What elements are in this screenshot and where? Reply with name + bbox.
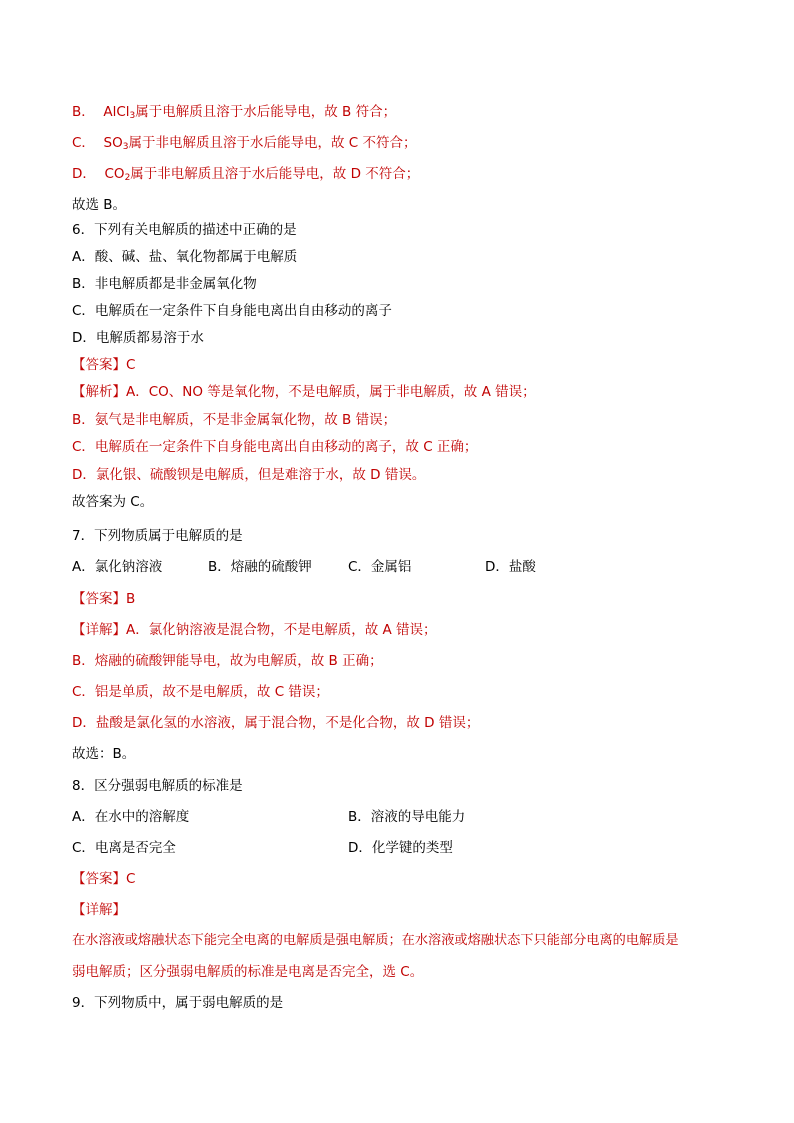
q6-analysis-a: 【解析】A．CO、NO 等是氧化物，不是电解质，属于非电解质，故 A 错误； — [72, 384, 536, 400]
q7-option-d: D．盐酸 — [485, 559, 536, 575]
q8-detail-line-2: 弱电解质；区分强弱电解质的标准是电离是否完全，选 C。 — [72, 964, 424, 980]
q7-answer — [72, 590, 135, 608]
answer-tag: 【答案】 — [72, 871, 126, 887]
q9-question: 9．下列物质中，属于弱电解质的是 — [72, 995, 284, 1011]
analysis-tag: 【解析】 — [72, 384, 126, 400]
q7-option-a: A．氯化钠溶液 — [72, 559, 163, 575]
prev-conclusion: 故选 B。 — [72, 197, 127, 213]
q7-option-b: B．熔融的硫酸钾 — [208, 559, 312, 575]
q6-conclusion: 故答案为 C。 — [72, 494, 154, 510]
q7-detail-c: C．铝是单质，故不是电解质，故 C 错误； — [72, 684, 329, 700]
q7-conclusion: 故选：B。 — [72, 746, 136, 762]
q6-analysis-d: D．氯化银、硫酸钡是电解质，但是难溶于水，故 D 错误。 — [72, 467, 426, 483]
q8-option-d: D．化学键的类型 — [348, 840, 453, 856]
q6-option-a: A．酸、碱、盐、氧化物都属于电解质 — [72, 249, 298, 265]
q8-question: 8．区分强弱电解质的标准是 — [72, 778, 243, 794]
answer-value: C — [126, 871, 136, 887]
prev-option-c: C． $SO_3$属于非电解质且溶于水后能导电，故 C 不符合； — [72, 135, 417, 152]
prev-option-b: B． AlCl$_3$属于电解质且溶于水后能导电，故 B 符合； — [72, 104, 397, 121]
q6-analysis-c: C．电解质在一定条件下自身能电离出自由移动的离子，故 C 正确； — [72, 439, 478, 455]
q6-option-c: C．电解质在一定条件下自身能电离出自由移动的离子 — [72, 303, 392, 319]
q6-option-d: D．电解质都易溶于水 — [72, 330, 204, 346]
q8-option-b: B．溶液的导电能力 — [348, 809, 466, 825]
q6-answer — [72, 356, 135, 374]
q7-detail-b: B．熔融的硫酸钾能导电，故为电解质，故 B 正确； — [72, 653, 383, 669]
q8-option-a: A．在水中的溶解度 — [72, 809, 190, 825]
q7-question: 7．下列物质属于电解质的是 — [72, 528, 243, 544]
answer-value: C — [126, 357, 136, 373]
q6-option-b: B．非电解质都是非金属氧化物 — [72, 276, 257, 292]
q8-option-c: C．电离是否完全 — [72, 840, 176, 856]
q6-analysis-b: B．氨气是非电解质，不是非金属氧化物，故 B 错误； — [72, 412, 397, 428]
q7-detail-a: 【详解】A．氯化钠溶液是混合物，不是电解质，故 A 错误； — [72, 622, 437, 638]
answer-value: B — [126, 591, 136, 607]
detail-tag: 【详解】 — [72, 622, 126, 638]
answer-tag: 【答案】 — [72, 357, 126, 373]
prev-option-d: D． $CO_2$属于非电解质且溶于水后能导电，故 D 不符合； — [72, 166, 420, 183]
q7-option-c: C．金属铝 — [348, 559, 412, 575]
q8-detail-tag: 【详解】 — [72, 902, 126, 918]
q8-detail-line-1: 在水溶液或熔融状态下能完全电离的电解质是强电解质；在水溶液或熔融状态下只能部分电离的电解质是 — [72, 933, 679, 948]
answer-tag: 【答案】 — [72, 591, 126, 607]
q7-detail-d: D．盐酸是氯化氢的水溶液，属于混合物，不是化合物，故 D 错误； — [72, 715, 480, 731]
q6-question: 6．下列有关电解质的描述中正确的是 — [72, 222, 297, 238]
q8-answer — [72, 870, 135, 888]
